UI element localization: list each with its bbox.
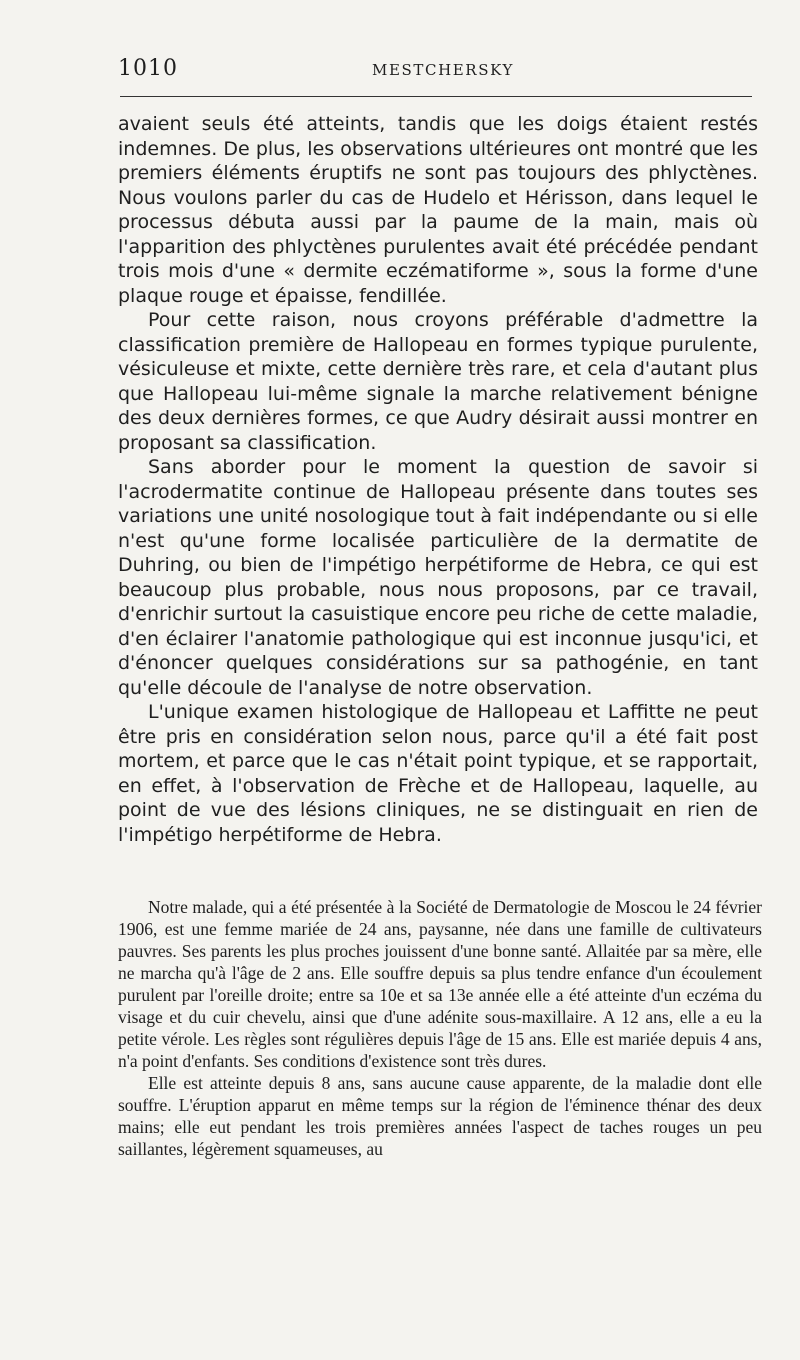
header-rule: [120, 96, 752, 97]
page-header: [118, 56, 752, 88]
page-number: 1010: [118, 56, 178, 81]
paragraph: Sans aborder pour le moment la question de savoir si l'acrodermatite continue de Hallopeau présente dans toutes ses variations une unité nosologique tout à fait indépendante ou si elle n'est qu'une forme localisée particulière de la dermatite de Duhring, ou bien de l'impétigo herpétiforme de Hebra, ce qui est beaucoup plus probable, nous nous proposons, par ce travail, d'enrichir surtout la casuistique encore peu riche de cette maladie, d'en éclairer l'anatomie pathologique qui est inconnue jusqu'ici, et d'énoncer quelques considérations sur sa pathogénie, en tant qu'elle découle de l'analyse de notre observation.: [118, 456, 758, 699]
observation-paragraph: Elle est atteinte depuis 8 ans, sans aucune cause apparente, de la maladie dont elle souffre. L'éruption apparut en même temps sur la région de l'éminence thénar des deux mains; elle eut pendant les trois premières années l'aspect de taches rouges un peu saillantes, légèrement squameuses, au: [118, 1073, 762, 1159]
paragraph: Pour cette raison, nous croyons préférable d'admettre la classification première de Hallopeau en formes typique purulente, vésiculeuse et mixte, cette dernière très rare, et cela d'autant plus que Hallopeau lui-même signale la marche relativement bénigne des deux dernières formes, ce que Audry désirait aussi montrer en proposant sa classification.: [118, 309, 758, 454]
main-text: [118, 112, 758, 847]
observation-text: [118, 896, 762, 1160]
running-head: MESTCHERSKY: [372, 61, 514, 79]
observation-paragraph: Notre malade, qui a été présentée à la Société de Dermatologie de Moscou le 24 février 1906, est une femme mariée de 24 ans, paysanne, née dans une famille de cultivateurs pauvres. Ses parents les plus proches jouissent d'une bonne santé. Allaitée par sa mère, elle ne marcha qu'à l'âge de 2 ans. Elle souffre depuis sa plus tendre enfance d'un écoulement purulent par l'oreille droite; entre sa 10e et sa 13e année elle a été atteinte d'un eczéma du visage et du cuir chevelu, ainsi que d'une adénite sous-maxillaire. A 12 ans, elle a eu la petite vérole. Les règles sont régulières depuis l'âge de 15 ans. Elle est mariée depuis 4 ans, n'a point d'enfants. Ses conditions d'existence sont très dures.: [118, 897, 762, 1071]
paragraph: L'unique examen histologique de Hallopeau et Laffitte ne peut être pris en considération selon nous, parce qu'il a été fait post mortem, et parce que le cas n'était point typique, et se rapportait, en effet, à l'observation de Frèche et de Hallopeau, laquelle, au point de vue des lésions cliniques, ne se distinguait en rien de l'impétigo herpétiforme de Hebra.: [118, 701, 758, 846]
paragraph: avaient seuls été atteints, tandis que les doigs étaient restés indemnes. De plus, les observations ultérieures ont montré que les premiers éléments éruptifs ne sont pas toujours des phlyctènes. Nous voulons parler du cas de Hudelo et Hérisson, dans lequel le processus débuta aussi par la paume de la main, mais où l'apparition des phlyctènes purulentes avait été précédée pendant trois mois d'une « dermite eczématiforme », sous la forme d'une plaque rouge et épaisse, fendillée.: [118, 113, 758, 307]
